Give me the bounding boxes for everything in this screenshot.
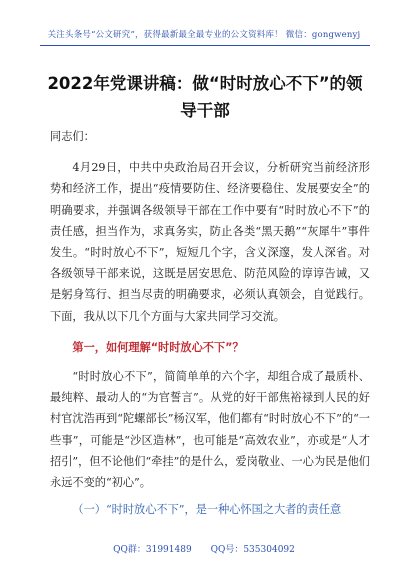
subsection-heading-1: （一）“时时放心不下”，是一种心怀国之大者的责任意	[72, 503, 342, 517]
header-divider	[40, 45, 370, 46]
header-banner: 关注头条号“公文研究”，获得最新最全最专业的公文资料库！ 微信：gongwenyj	[47, 30, 361, 40]
paragraph-section-1: “时时放心不下”，简简单单的六个字，却组合成了最质朴、最纯粹、最动人的“为官誓言”。从党的好干部焦裕禄到人民的好村官沈浩再到“陀螺部长”杨汉军，他们都有“时时放心不下”的“一些事”，可能是“沙区造林”，也可能是“高效农业”，亦或是“人才招引”，但不论他们“牵挂”的是什么，爱岗敬业、一心为民是他们永远不变的“初心”。	[50, 370, 370, 490]
salutation: 同志们：	[50, 130, 95, 143]
document-body	[50, 126, 370, 520]
section-heading-1: 第一，如何理解“时时放心不下”？	[72, 340, 244, 354]
footer-qq-group: QQ群：31991489	[113, 545, 192, 555]
footer-qq-number: QQ号：535304092	[210, 545, 295, 555]
paragraph-intro: 4月29日，中共中央政治局召开会议，分析研究当前经济形势和经济工作，提出“疫情要防住、经济要稳住、发展要安全”的明确要求，并强调各级领导干部在工作中要有“时时放心不下”的责任感，担当作为，求真务实，防止各类“黑天鹅”“灰犀牛”事件发生。“时时放心不下”，短短几个字，含义深邃，发人深省。对各级领导干部来说，这既是居安思危、防范风险的谆谆告诫，又是躬身笃行、担当尽责的明确要求，必须认真领会，自觉践行。下面，我从以下几个方面与大家共同学习交流。	[50, 161, 370, 323]
footer	[0, 542, 408, 555]
document-title: 2022年党课讲稿：做“时时放心不下”的领导干部	[47, 74, 363, 120]
